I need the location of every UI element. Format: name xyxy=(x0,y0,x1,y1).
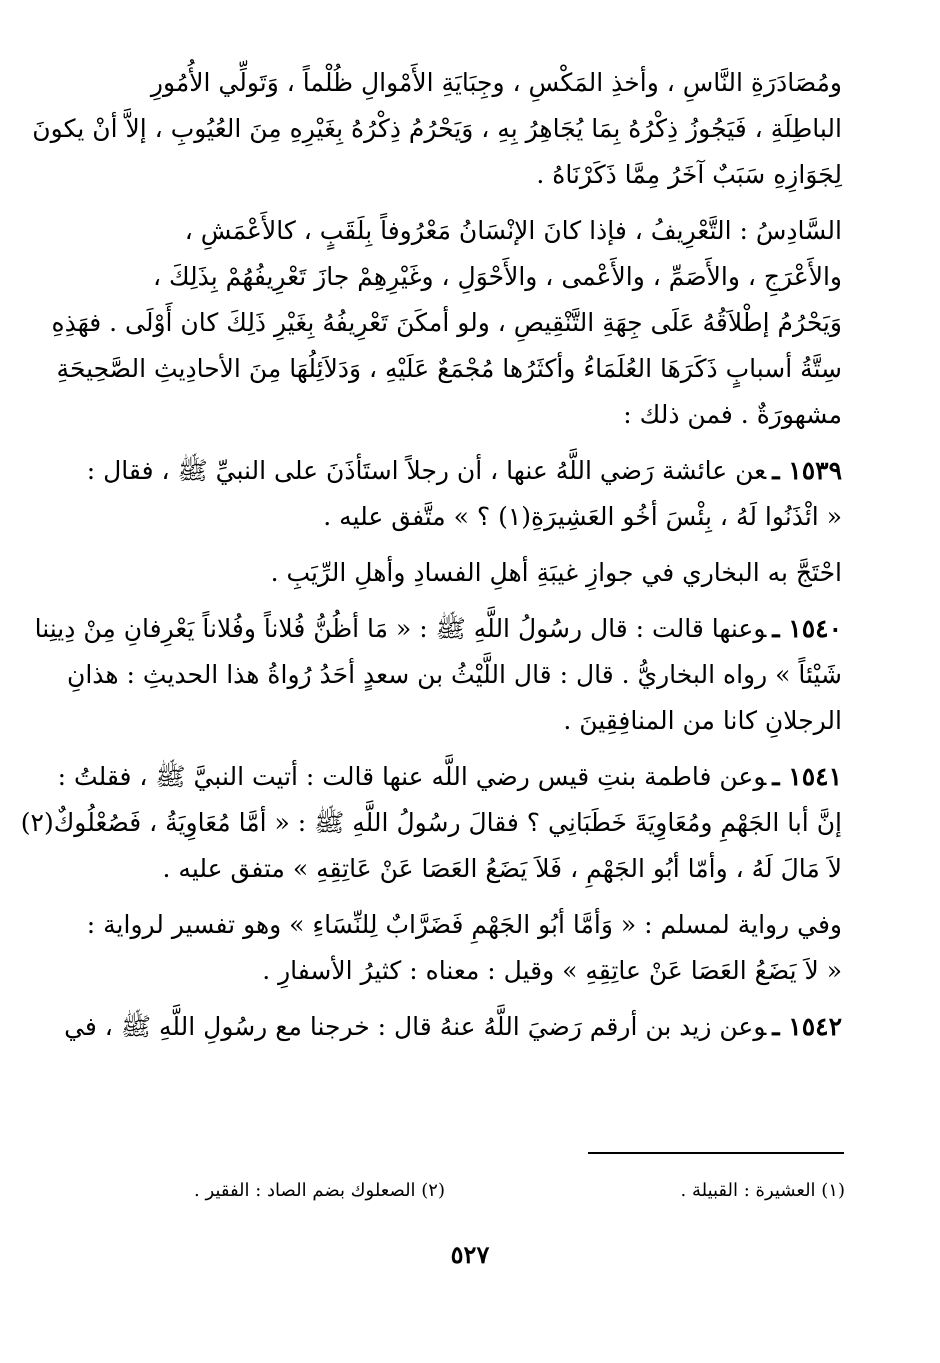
hadith-text: وعن فاطمة بنتِ قيس رضي اللَّه عنها قالت : أتيت النبيَّ ﷺ ، فقلتُ : xyxy=(57,762,767,791)
text-line: وفي رواية لمسلم : « وَأمَّا أبُو الجَهْمِ فَضَرَّابٌ لِلنِّسَاءِ » وهو تفسير لرواية : xyxy=(86,910,842,939)
hadith-text: وعن زيد بن أرقم رَضيَ اللَّهُ عنهُ قال : خرجنا مع رسُولِ اللَّهِ ﷺ ، في xyxy=(64,1012,767,1041)
paragraph-continued xyxy=(32,60,842,198)
text-line: الباطِلَةِ ، فَيَجُوزُ ذِكْرُهُ بِمَا يُجَاهِرُ بِهِ ، وَيَحْرُمُ ذِكْرُهُ بِغَيْرِهِ مِنَ العُيُوبِ ، إلاَّ أنْ يكونَ xyxy=(32,114,842,143)
hadith-number: ١٥٣٩ ـ xyxy=(772,456,842,485)
text-line xyxy=(34,606,842,652)
hadith-number: ١٥٤٢ ـ xyxy=(772,1012,842,1041)
footnote-divider xyxy=(588,1152,844,1154)
muslim-narration xyxy=(86,902,842,994)
text-line: لاَ مَالَ لَهُ ، وأمّا أبُو الجَهْمِ ، فَلاَ يَضَعُ العَصَا عَنْ عَاتِقِهِ » متفق عليه . xyxy=(162,854,842,883)
text-line: والأَعْرَجِ ، والأَصَمِّ ، والأَعْمى ، والأَحْوَلِ ، وغَيْرِهِمْ جازَ تَعْرِيفُهُمْ بِذَلِكَ ، xyxy=(152,262,842,291)
hadith-1541 xyxy=(20,754,842,892)
text-line: الرجلانِ كانا من المنافِقِينَ . xyxy=(563,706,842,735)
body-text xyxy=(20,60,842,1050)
hadith-1540 xyxy=(34,606,842,744)
text-line xyxy=(57,754,842,800)
commentary-paragraph xyxy=(112,550,842,596)
text-line: لِجَوَازِهِ سَبَبٌ آخَرُ مِمَّا ذَكَرْنَاهُ . xyxy=(536,160,842,189)
text-line: السَّادِسُ : التَّعْرِيفُ ، فإذا كانَ الإنْسَانُ مَعْرُوفاً بِلَقَبٍ ، كالأَعْمَشِ ، xyxy=(184,216,842,245)
text-line: وَيَحْرُمُ إطْلاَقُهُ عَلَى جِهَةِ التَّنْقِيصِ ، ولو أمكَنَ تَعْرِيفُهُ بِغَيْرِ ذَلِكَ كان أَوْلَى . فهَذِهِ xyxy=(51,308,842,337)
hadith-1542 xyxy=(64,1004,842,1050)
page-number: ٥٢٧ xyxy=(450,1240,490,1269)
hadith-1539 xyxy=(86,448,842,540)
paragraph-sixth-reason xyxy=(51,208,842,438)
text-line xyxy=(86,448,842,494)
text-line: مشهورَةٌ . فمن ذلك : xyxy=(623,400,842,429)
text-line: « ائْذَنُوا لَهُ ، بِئْسَ أخُو العَشِيرَةِ(١) ؟ » متَّفق عليه . xyxy=(323,502,842,531)
text-line: إنَّ أبا الجَهْمِ ومُعَاوِيَةَ خَطَبَانِي ؟ فقالَ رسُولُ اللَّهِ ﷺ : « أمَّا مُعَاوِيَةُ ، فَصُعْلُوكٌ(٢) xyxy=(20,808,842,837)
text-line xyxy=(64,1004,842,1050)
hadith-number: ١٥٤٠ ـ xyxy=(772,614,842,643)
hadith-text: عن عائشة رَضي اللَّهُ عنها ، أن رجلاً استَأذَنَ على النبيِّ ﷺ ، فقال : xyxy=(86,456,767,485)
text-line: سِتَّةُ أسبابٍ ذَكَرَهَا العُلَمَاءُ وأكثَرُها مُجْمَعٌ عَلَيْهِ ، وَدَلاَئِلُهَا مِنَ الأحادِيثِ الصَّحِيحَةِ xyxy=(56,354,842,383)
footnote-2: (٢) الصعلوك بضم الصاد : الفقير . xyxy=(194,1180,445,1201)
hadith-text: وعنها قالت : قال رسُولُ اللَّهِ ﷺ : « مَا أظُنُّ فُلاناً وفُلاناً يَعْرِفانِ مِنْ دِينِنا xyxy=(34,614,767,643)
footnote-1: (١) العشيرة : القبيلة . xyxy=(680,1180,845,1201)
text-line: « لاَ يَضَعُ العَصَا عَنْ عاتِقِهِ » وقيل : معناه : كثيرُ الأسفارِ . xyxy=(262,956,842,985)
text-line: شَيْئاً » رواه البخاريُّ . قال : قال اللَّيْثُ بن سعدٍ أحَدُ رُواةُ هذا الحديثِ : هذانِ xyxy=(67,660,842,689)
text-line: ومُصَادَرَةِ النَّاسِ ، وأخذِ المَكْسِ ، وجِبَايَةِ الأَمْوالِ ظُلْماً ، وَتَولِّي الأُمُورِ xyxy=(150,68,842,97)
text-line: احْتَجَّ به البخاري في جوازِ غيبَةِ أهلِ الفسادِ وأهلِ الرِّيَبِ . xyxy=(270,558,842,587)
hadith-number: ١٥٤١ ـ xyxy=(772,762,842,791)
